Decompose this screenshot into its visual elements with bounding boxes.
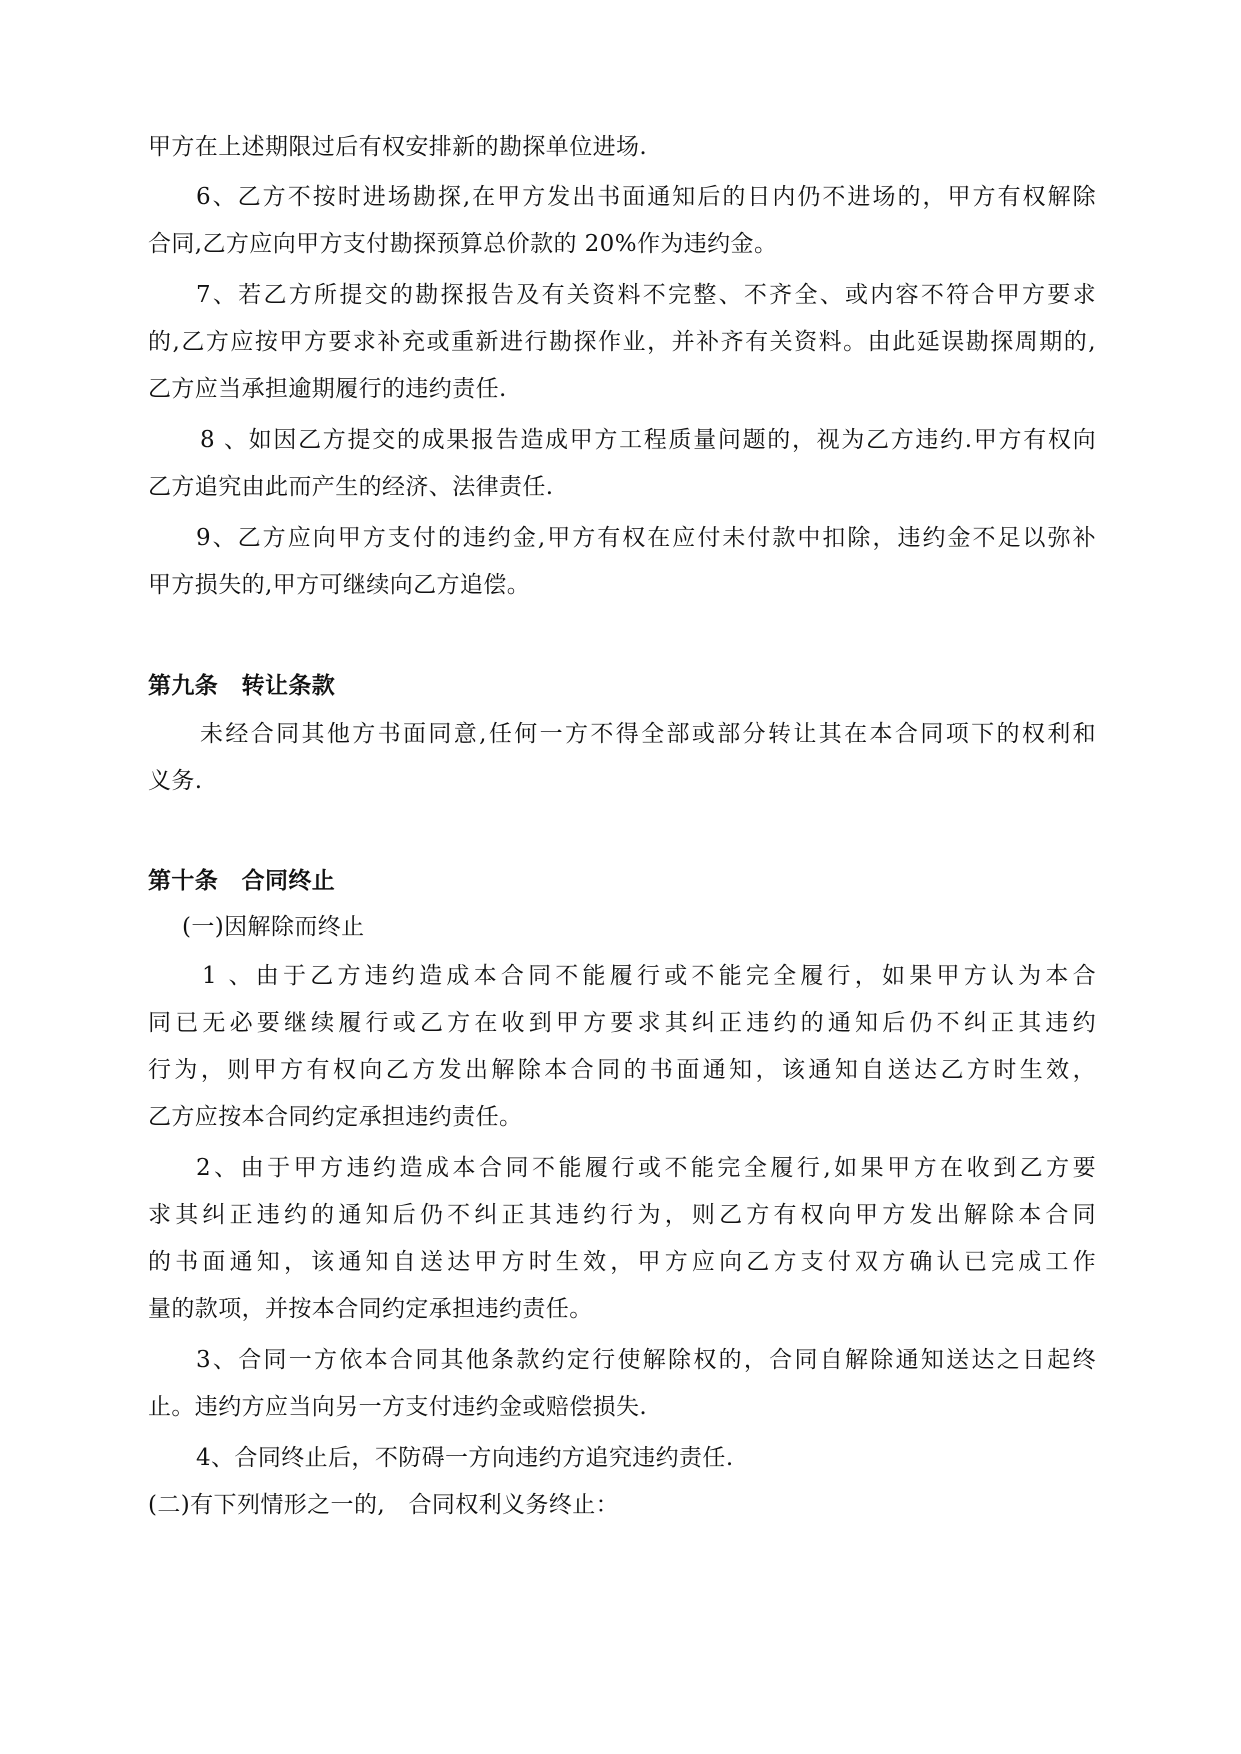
clause-6-line-1: 6、乙方不按时进场勘探,在甲方发出书面通知后的日内仍不进场的，甲方有权解除: [196, 184, 1096, 210]
clause-7-line-2: 的,乙方应按甲方要求补充或重新进行勘探作业，并补齐有关资料。由此延误勘探周期的,: [148, 329, 1096, 355]
subsection-heading-1: (一)因解除而终止: [182, 914, 365, 940]
clause-9-line-1: 9、乙方应向甲方支付的违约金,甲方有权在应付未付款中扣除，违约金不足以弥补: [196, 525, 1096, 551]
clause-8-line-1: 8 、如因乙方提交的成果报告造成甲方工程质量问题的，视为乙方违约.甲方有权向: [200, 427, 1096, 453]
clause-7-line-1: 7、若乙方所提交的勘探报告及有关资料不完整、不齐全、或内容不符合甲方要求: [196, 282, 1096, 308]
article-10-item-1-line-3: 行为，则甲方有权向乙方发出解除本合同的书面通知，该通知自送达乙方时生效，: [148, 1057, 1096, 1083]
article-10-item-1-line-1: 1 、由于乙方违约造成本合同不能履行或不能完全履行，如果甲方认为本合: [202, 963, 1096, 989]
clause-6-line-2: 合同,乙方应向甲方支付勘探预算总价款的 20%作为违约金。: [148, 231, 778, 257]
paragraph-line: 甲方在上述期限过后有权安排新的勘探单位进场.: [148, 134, 648, 160]
article-10-item-3-line-2: 止。违约方应当向另一方支付违约金或赔偿损失.: [148, 1394, 648, 1420]
article-10-item-3-line-1: 3、合同一方依本合同其他条款约定行使解除权的，合同自解除通知送达之日起终: [196, 1347, 1096, 1373]
article-10-item-2-line-3: 的书面通知，该通知自送达甲方时生效，甲方应向乙方支付双方确认已完成工作: [148, 1249, 1096, 1275]
article-10-item-2-line-1: 2、由于甲方违约造成本合同不能履行或不能完全履行,如果甲方在收到乙方要: [196, 1155, 1096, 1181]
clause-9-line-2: 甲方损失的,甲方可继续向乙方追偿。: [148, 572, 531, 598]
clause-8-line-2: 乙方追究由此而产生的经济、法律责任.: [148, 474, 554, 500]
article-10-item-2-line-2: 求其纠正违约的通知后仍不纠正其违约行为，则乙方有权向甲方发出解除本合同: [148, 1202, 1096, 1228]
article-9-line-1: 未经合同其他方书面同意,任何一方不得全部或部分转让其在本合同项下的权利和: [200, 721, 1096, 747]
article-10-item-1-line-2: 同已无必要继续履行或乙方在收到甲方要求其纠正违约的通知后仍不纠正其违约: [148, 1010, 1096, 1036]
article-9-line-2: 义务.: [148, 768, 203, 794]
section-heading-article-9: 第九条 转让条款: [148, 673, 336, 699]
article-10-item-1-line-4: 乙方应按本合同约定承担违约责任。: [148, 1104, 523, 1130]
article-10-item-4: 4、合同终止后，不防碍一方向违约方追究违约责任.: [196, 1445, 734, 1471]
subsection-heading-2: (二)有下列情形之一的, 合同权利义务终止：: [148, 1492, 620, 1518]
article-10-item-2-line-4: 量的款项，并按本合同约定承担违约责任。: [148, 1296, 593, 1322]
section-heading-article-10: 第十条 合同终止: [148, 868, 336, 894]
clause-7-line-3: 乙方应当承担逾期履行的违约责任.: [148, 376, 507, 402]
